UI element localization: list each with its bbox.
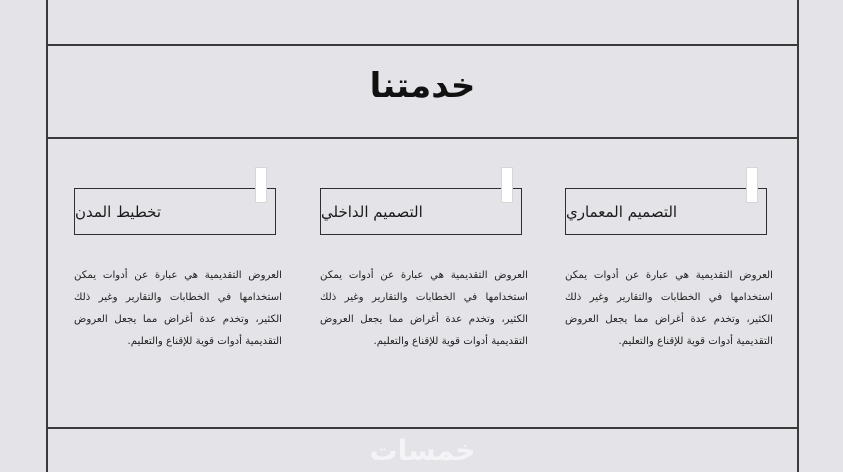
service-description: العروض التقديمية هي عبارة عن أدوات يمكن استخدامها في الخطابات والتقارير وغير ذلك الكثير، وتخدم عدة أغراض مما يجعل العروض التقديمية أدوات قوية للإقناع والتعليم. (565, 270, 773, 347)
service-title-box (74, 188, 276, 235)
service-title: التصميم المعماري (566, 202, 678, 221)
service-title: تخطيط المدن (75, 202, 161, 221)
service-title: التصميم الداخلي (321, 202, 423, 221)
service-description: العروض التقديمية هي عبارة عن أدوات يمكن استخدامها في الخطابات والتقارير وغير ذلك الكثير، وتخدم عدة أغراض مما يجعل العروض التقديمية أدوات قوية للإقناع والتعليم. (74, 270, 282, 347)
service-card-urban-planning (74, 188, 282, 353)
service-card-architectural (565, 188, 773, 353)
page-title: خدمتنا (369, 66, 476, 106)
khamsat-watermark-logo: خمسات (369, 434, 476, 467)
service-description: العروض التقديمية هي عبارة عن أدوات يمكن استخدامها في الخطابات والتقارير وغير ذلك الكثير، وتخدم عدة أغراض مما يجعل العروض التقديمية أدوات قوية للإقناع والتعليم. (320, 270, 528, 347)
service-title-box (565, 188, 767, 235)
bookmark-marker (255, 167, 267, 203)
title-bottom-divider (46, 137, 799, 139)
frame-top-divider (46, 44, 799, 46)
service-title-box (320, 188, 522, 235)
service-card-interior (320, 188, 528, 353)
footer-divider (46, 427, 799, 429)
bookmark-marker (501, 167, 513, 203)
bookmark-marker (746, 167, 758, 203)
